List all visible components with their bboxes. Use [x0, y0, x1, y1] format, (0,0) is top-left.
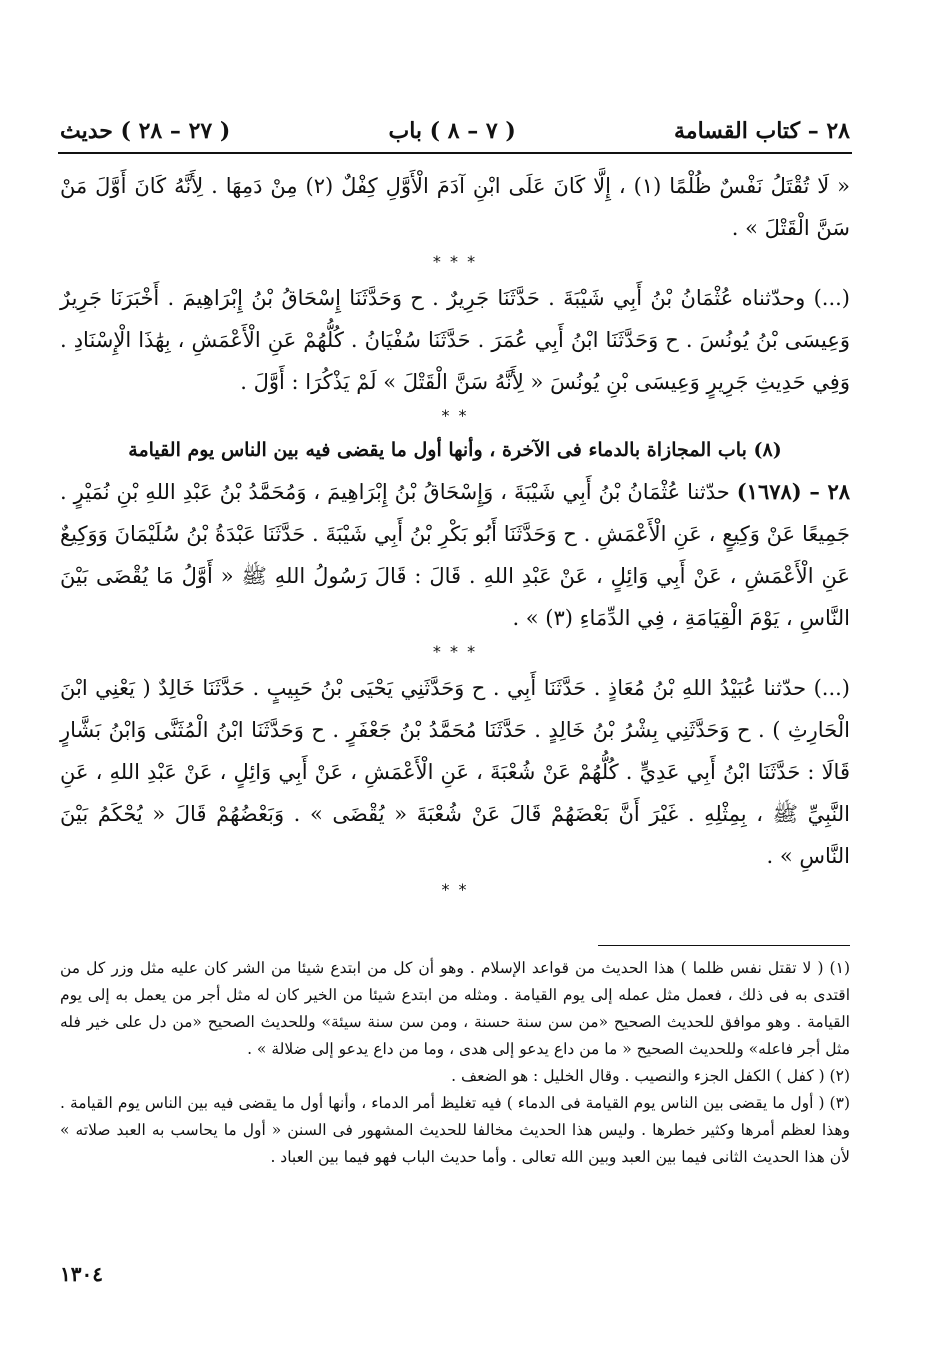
header-book-title: ٢٨ – كتاب القسامة [674, 118, 850, 144]
footnote-3: (٣) ( أول ما يقضى بين الناس يوم القيامة فى الدماء ) فيه تغليظ أمر الدماء ، وأنها أول ما يقضى فيه بين الناس يوم القيامة . وهذا لعظم أمرها وكثير خطرها . وليس هذا الحديث مخالفا للحديث المشهور فى السنن « أول ما يحاسب به العبد صلاته » لأن هذا الحديث الثانى فيما بين العبد وبين الله تعالى . وأما حديث الباب فهو فيما بين العباد . [60, 1094, 850, 1166]
separator-stars-2: * * [441, 406, 469, 425]
header-rule [58, 152, 852, 154]
paragraph-3 [60, 471, 850, 639]
paragraph-2: (...) وحدّثناه عُثْمَانُ بْنُ أَبِي شَيْبَةَ . حَدَّثَنَا جَرِيرٌ . ح وَحَدَّثَنَا إِسْحَاقُ بْنُ إِبْرَاهِيمَ . أَخْبَرَنَا جَرِيرٌ وَعِيسَى بْنُ يُونُسَ . ح وَحَدَّثَنَا ابْنُ أَبِي عُمَرَ . حَدَّثَنَا سُفْيَانُ . كُلُّهُمْ عَنِ الْأَعْمَشِ ، بِهَٰذَا الْإِسْنَادِ . وَفِي حَدِيثِ جَرِيرٍ وَعِيسَى بْنِ يُونُسَ « لِأَنَّهُ سَنَّ الْقَتْلَ » لَمْ يَذْكُرَا : أَوَّلَ . [60, 286, 850, 394]
header-hadith-range: ( ٢٧ – ٢٨ ) حديث [60, 118, 231, 144]
header-chapter-range: ( ٧ – ٨ ) باب [388, 118, 516, 144]
footnote-rule [598, 945, 850, 946]
main-text [60, 165, 850, 905]
footnote-2: (٢) ( كفل ) الكفل الجزء والنصيب . وقال الخليل : هو الضعف . [451, 1067, 850, 1085]
paragraph-1: « لَا تُقْتَلُ نَفْسٌ ظُلْمًا (١) ، إِلَّا كَانَ عَلَى ابْنِ آدَمَ الْأَوَّلِ كِفْلٌ (٢) مِنْ دَمِهَا . لِأَنَّهُ كَانَ أَوَّلَ مَنْ سَنَّ الْقَتْلَ » . [60, 174, 850, 240]
page-number: ١٣٠٤ [60, 1262, 103, 1286]
footnote-1: (١) ( لا تقتل نفس ظلما ) هذا الحديث من قواعد الإسلام . وهو أن كل من ابتدع شيئا من الشر كان عليه مثل وزر كل من اقتدى به فى ذلك ، فعمل مثل عمله إلى يوم القيامة . ومثله من ابتدع شيئا من الخير كان له مثل أجر من يعمل به إلى يوم القيامة . وهو موافق للحديث الصحيح «من سن سنة حسنة ، ومن سن سنة سيئة» وللحديث الصحيح «من دل على خير فله مثل أجر فاعله» وللحديث الصحيح « ما من داع يدعو إلى هدى ، وما من داع يدعو إلى ضلالة » . [60, 959, 850, 1058]
separator-stars-3: * * * [432, 642, 478, 661]
chapter-heading: (٨) باب المجازاة بالدماء فى الآخرة ، وأنها أول ما يقضى فيه بين الناس يوم القيامة [128, 439, 782, 461]
footnotes [60, 955, 850, 1171]
paragraph-3-text: حدّثنا عُثْمَانُ بْنُ أَبِي شَيْبَةَ ، وَإِسْحَاقُ بْنُ إِبْرَاهِيمَ ، وَمُحَمَّدُ بْنُ عَبْدِ اللهِ بْنِ نُمَيْرٍ . جَمِيعًا عَنْ وَكِيعٍ ، عَنِ الْأَعْمَشِ . ح وَحَدَّثَنَا أَبُو بَكْرِ بْنُ أَبِي شَيْبَةَ . حَدَّثَنَا عَبْدَةُ بْنُ سُلَيْمَانَ وَوَكِيعٌ عَنِ الْأَعْمَشِ ، عَنْ أَبِي وَائِلٍ ، عَنْ عَبْدِ اللهِ . قَالَ : قَالَ رَسُولُ اللهِ ﷺ « أَوَّلُ مَا يُقْضَى بَيْنَ النَّاسِ ، يَوْمَ الْقِيَامَةِ ، فِي الدِّمَاءِ (٣) » . [60, 480, 850, 630]
running-header [60, 112, 850, 150]
separator-stars-4: * * [441, 880, 469, 899]
paragraph-4: (...) حدّثنا عُبَيْدُ اللهِ بْنُ مُعَاذٍ . حَدَّثَنَا أَبِي . ح وَحَدَّثَنِي يَحْيَى بْنُ حَبِيبٍ . حَدَّثَنَا خَالِدٌ ( يَعْنِي ابْنَ الْحَارِثِ ) . ح وَحَدَّثَنِي بِشْرُ بْنُ خَالِدٍ . حَدَّثَنَا مُحَمَّدُ بْنُ جَعْفَرٍ . ح وَحَدَّثَنَا ابْنُ الْمُثَنَّى وَابْنُ بَشَّارٍ قَالَا : حَدَّثَنَا ابْنُ أَبِي عَدِيٍّ . كُلُّهُمْ عَنْ شُعْبَةَ ، عَنِ الْأَعْمَشِ ، عَنْ أَبِي وَائِلٍ ، عَنْ عَبْدِ اللهِ ، عَنِ النَّبِيِّ ﷺ ، بِمِثْلِهِ . غَيْرَ أَنَّ بَعْضَهُمْ قَالَ عَنْ شُعْبَةَ « يُقْضَى » . وَبَعْضُهُمْ قَالَ « يُحْكَمُ بَيْنَ النَّاسِ » . [60, 676, 851, 868]
separator-stars-1: * * * [432, 252, 478, 271]
hadith-number: ٢٨ – (١٦٧٨) [736, 479, 850, 504]
